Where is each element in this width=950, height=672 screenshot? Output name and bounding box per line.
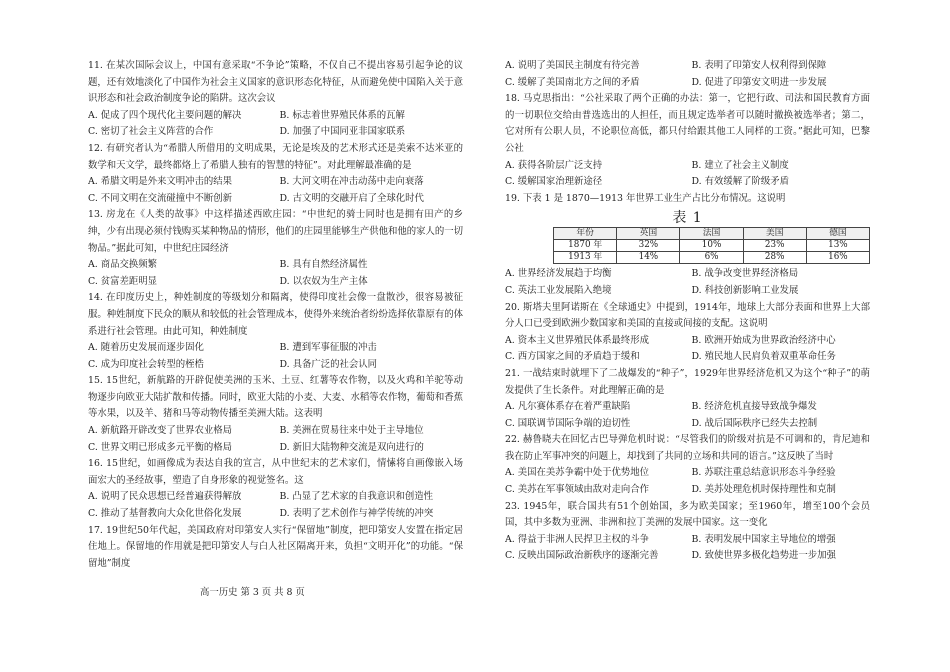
table-cell: 16% [806, 252, 869, 264]
answer-option: A. 得益于非洲人民捍卫主权的斗争 [505, 533, 649, 545]
question-stem: 15. 15世纪，新航路的开辟促使美洲的玉米、土豆、红薯等农作物，以及火鸡和羊驼等动物逐步向欧亚大陆扩散和传播。同时，欧亚大陆的小麦、大麦、水稻等农作物，葡萄和香蕉等水果，以及羊、猪和马等动物传播至美洲大陆。这表明 [88, 375, 464, 420]
page-footer: 高一历史 第 3 页 共 8 页 [200, 587, 305, 598]
answer-option: B. 表明发展中国家主导地位的增强 [691, 533, 836, 545]
answer-option: D. 战后国际秩序已经失去控制 [691, 417, 818, 429]
table-cell: 6% [680, 252, 743, 264]
answer-option: C. 英法工业发展陷入绝境 [505, 284, 612, 296]
answer-option: A. 世界经济发展趋于均衡 [505, 268, 612, 280]
answer-option: B. 具有自然经济属性 [279, 259, 368, 271]
question [505, 58, 870, 91]
answer-options [88, 108, 463, 141]
answer-option: A. 商品交换频繁 [88, 259, 157, 271]
answer-option: B. 建立了社会主义制度 [691, 159, 789, 171]
answer-option: A. 美国在美苏争霸中处于优势地位 [505, 467, 649, 479]
question-stem: 21. 一战结束时就埋下了二战爆发的“种子”，1929年世界经济危机又为这个“种子”的萌发提供了生长条件。对此理解正确的是 [505, 367, 870, 396]
table-cell: 32% [617, 240, 680, 252]
answer-option: A. 新航路开辟改变了世界农业格局 [88, 425, 232, 437]
answer-option: D. 表明了艺术创作与神学传统的冲突 [279, 508, 434, 520]
table-cell: 23% [743, 240, 806, 252]
answer-option: A. 获得各阶层广泛支持 [505, 159, 603, 171]
answer-option: D. 具备广泛的社会认同 [279, 358, 378, 370]
answer-option: D. 加强了中国同亚非国家联系 [279, 126, 406, 138]
answer-option: A. 凡尔赛体系存在着严重缺陷 [505, 401, 631, 413]
answer-option: D. 美苏处理危机时保持理性和克制 [691, 484, 836, 496]
answer-option: D. 古文明的交融开启了全球化时代 [279, 192, 424, 204]
answer-option: D. 新旧大陆物种交流是双向进行的 [279, 441, 424, 453]
answer-option: A. 促成了四个现代化主要问题的解决 [88, 109, 242, 121]
question [88, 58, 463, 141]
answer-option: A. 随着历史发展而逐步固化 [88, 342, 204, 354]
question-stem: 13. 房龙在《人类的故事》中这样描述西欧庄园：“中世纪的骑士同时也是拥有田产的乡绅，少有出现必须付钱购买某种物品的情形，他们的庄园里能够生产供他和他的家人的一切物品。”据此可知，中世纪庄园经济 [88, 209, 464, 254]
question [88, 207, 463, 290]
answer-options [88, 423, 463, 456]
table-header-cell: 德国 [806, 228, 869, 240]
answer-options [505, 158, 870, 191]
answer-option: B. 欧洲开始成为世界政治经济中心 [691, 334, 836, 346]
question [88, 373, 463, 456]
answer-options [505, 465, 870, 498]
table-row [554, 252, 870, 264]
answer-option: B. 经济危机直接导致战争爆发 [691, 401, 817, 413]
question-stem: 19. 下表 1 是 1870—1913 年世界工业生产占比分布情况。这说明 [505, 192, 786, 204]
question [505, 366, 870, 432]
question [505, 191, 870, 300]
table-header-cell: 年份 [554, 228, 617, 240]
table-header-row [554, 228, 870, 240]
answer-options [88, 489, 463, 522]
question-stem: 11. 在某次国际会议上，中国有意采取“不争论”策略，不仅自己不提出容易引起争论的议题，还有效地淡化了中国作为社会主义国家的意识形态化特征，从而避免使中国陷入关于意识形态和社会政治制度争论的陷阱。这次会议 [88, 60, 464, 105]
table-header-cell: 法国 [680, 228, 743, 240]
table-header-cell: 英国 [617, 228, 680, 240]
industry-share-table [553, 227, 870, 264]
answer-options [88, 257, 463, 290]
answer-option: C. 缓解了美国南北方之间的矛盾 [505, 76, 640, 88]
question-stem: 14. 在印度历史上，种姓制度的等级划分和隔离，使得印度社会像一盘散沙，很容易被征服。种姓制度下民众的顺从和较低的社会管理成本，使得外来统治者纷纷选择依靠原有的体系进行社会管理。由此可知，种姓制度 [88, 292, 464, 337]
answer-options [505, 532, 870, 565]
answer-option: B. 大河文明在冲击动荡中走向衰落 [279, 176, 424, 188]
table-cell: 10% [680, 240, 743, 252]
answer-option: C. 世界文明已形成多元平衡的格局 [88, 441, 233, 453]
answer-option: B. 美洲在贸易往来中处于主导地位 [279, 425, 424, 437]
question [505, 300, 870, 366]
answer-options [505, 333, 870, 366]
answer-option: D. 科技创新影响工业发展 [691, 284, 799, 296]
answer-option: C. 国联调节国际争端的迫切性 [505, 417, 631, 429]
answer-option: A. 说明了民众思想已经普遍获得解放 [88, 491, 242, 503]
answer-option: D. 以农奴为生产主体 [279, 275, 368, 287]
table-cell: 14% [617, 252, 680, 264]
answer-option: B. 遭到军事征服的冲击 [279, 342, 377, 354]
question-stem: 17. 19世纪50年代起，美国政府对印第安人实行“保留地”制度，把印第安人安置在指定居住地上。保留地的作用就是把印第安人与白人社区隔离开来，负担“文明开化”的功能。“保留地”制度 [88, 524, 463, 569]
table-cell: 1913 年 [554, 252, 617, 264]
answer-option: D. 有效缓解了阶级矛盾 [691, 176, 790, 188]
question-stem: 22. 赫鲁晓夫在回忆古巴导弹危机时说：“尽管我们的阶级对抗是不可调和的，肯尼迪和我在防止军事冲突的问题上，却找到了共同的立场和共同的语言。”这反映了当时 [505, 434, 870, 462]
table-cell: 1870 年 [554, 240, 617, 252]
answer-option: B. 战争改变世界经济格局 [691, 268, 799, 280]
answer-options [88, 174, 463, 207]
answer-option: C. 贫富差距明显 [88, 275, 158, 287]
answer-option: C. 不同文明在交流碰撞中不断创新 [88, 192, 233, 204]
right-column [505, 58, 870, 565]
question [505, 499, 870, 565]
question-stem: 12. 有研究者认为“希腊人所借用的文明成果，无论是埃及的艺术形式还是美索不达米亚的数学和天文学，最终都烙上了希腊人独有的智慧的特征”。对此理解最准确的是 [88, 142, 463, 171]
answer-option: C. 成为印度社会转型的桎梏 [88, 358, 204, 370]
question [505, 432, 870, 498]
question [88, 290, 463, 373]
answer-option: B. 标志着世界殖民体系的瓦解 [279, 109, 405, 121]
table-header-cell: 美国 [743, 228, 806, 240]
table-cell: 13% [806, 240, 869, 252]
answer-option: D. 致使世界多极化趋势进一步加强 [691, 550, 836, 562]
answer-options [505, 399, 870, 432]
answer-options [505, 58, 870, 91]
table-row [554, 240, 870, 252]
answer-option: B. 表明了印第安人权利得到保障 [691, 60, 827, 71]
question-stem: 20. 斯塔夫里阿诺斯在《全球通史》中提到，1914年，地球上大部分表面和世界上大部分人口已受到欧洲少数国家和美国的直接或间接的支配。这说明 [505, 301, 870, 330]
table-cell: 28% [743, 252, 806, 264]
answer-option: B. 凸显了艺术家的自我意识和创造性 [279, 491, 433, 503]
question-stem: 23. 1945年，联合国共有51个创始国，多为欧美国家；至1960年，增至100个会员国，其中多数为亚洲、非洲和拉丁美洲的发展中国家。这一变化 [505, 500, 870, 529]
answer-option: A. 希腊文明是外来文明冲击的结果 [88, 176, 232, 188]
answer-option: A. 说明了美国民主制度有待完善 [505, 60, 640, 71]
question [88, 523, 463, 573]
answer-option: D. 促进了印第安文明进一步发展 [691, 76, 827, 88]
left-column [88, 58, 463, 572]
answer-option: C. 推动了基督教向大众化世俗化发展 [88, 508, 242, 520]
answer-option: D. 殖民地人民肩负着双重革命任务 [691, 351, 836, 363]
question [88, 456, 463, 522]
answer-option: C. 缓解国家治理新途径 [505, 176, 603, 188]
table-title: 表 1 [672, 210, 703, 227]
answer-option: C. 反映出国际政治新秩序的逐渐完善 [505, 550, 659, 562]
question [88, 141, 463, 207]
answer-option: A. 资本主义世界殖民体系最终形成 [505, 334, 649, 346]
answer-option: C. 密切了社会主义阵营的合作 [88, 126, 214, 138]
question-stem: 16. 15世纪，如画像成为表达自我的宣言，从中世纪末的艺术家们，情愫将自画像嵌入场面宏大的圣经故事，塑造了自身形象的视觉签名。这 [88, 458, 463, 486]
answer-option: C. 美苏在军事领域由敌对走向合作 [505, 484, 650, 496]
question-stem: 18. 马克思指出：“公社采取了两个正确的办法：第一，它把行政、司法和国民教育方面的一切职位交给由普选选出的人担任，而且规定选举者可以随时撤换被选举者；第二，它对所有公职人员，不论职位高低，都只付给跟其他工人同样的工资。”据此可知，巴黎公社 [505, 93, 870, 154]
answer-options [88, 340, 463, 373]
question [505, 91, 870, 191]
answer-option: C. 西方国家之间的矛盾趋于缓和 [505, 351, 640, 363]
answer-option: B. 苏联注重总结意识形态斗争经验 [691, 467, 836, 479]
answer-options [505, 266, 870, 299]
